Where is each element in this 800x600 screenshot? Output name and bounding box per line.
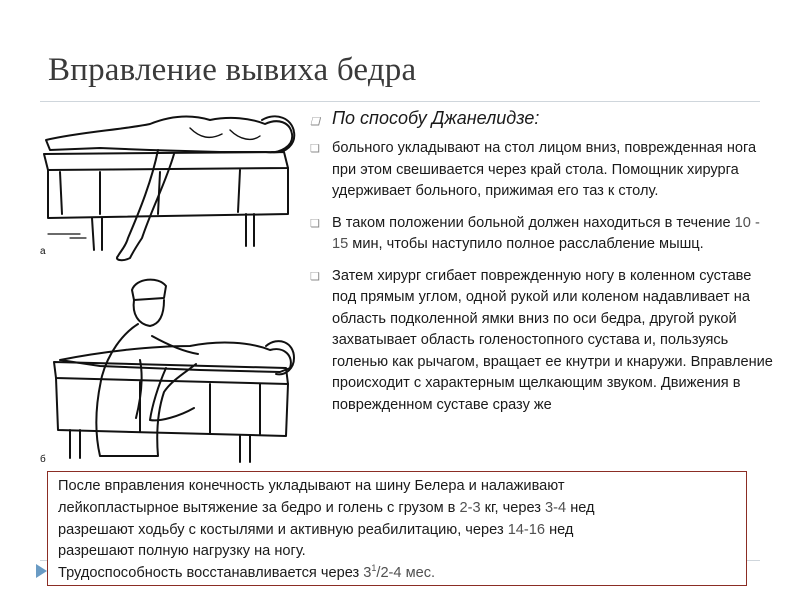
note-line: Трудоспособность восстанавливается через $3^1/2-4$ мес. xyxy=(58,563,436,582)
bullet-positioning: ❏ больного укладывают на стол лицом вниз, поврежденная нога при этом свешивается через край стола. Помощник хирурга удерживает больного, прижимая его таз к столу. xyxy=(310,140,757,199)
surgeon-body xyxy=(96,324,196,456)
bullet-method: ❏ По способу Джанелидзе: xyxy=(308,106,778,130)
note-line: разрешают полную нагрузку на ногу. xyxy=(58,543,306,560)
figure-label-a: а xyxy=(40,246,46,257)
footer-divider-right xyxy=(746,560,760,561)
bullet-reduction: ❏ Затем хирург сгибает поврежденную ногу в коленном суставе под прямым углом, одной рукой или коленом надавливает на область подколенной ямки вниз по оси бедра, другой рукой захватывает область голеностопного сустава и, пользуясь голенью как рычагом, вращает ее кнутри и кнаружи. Вправление происходит с характерным щелкающим звуком. Движения в поврежденном суставе сразу же xyxy=(310,267,773,413)
bullet-marker-icon: ❏ xyxy=(310,116,320,128)
note-line: разрешают ходьбу с костылями и активную реабилитацию, через 14-16 нед xyxy=(58,521,574,538)
figure-label-b: б xyxy=(40,454,46,465)
note-line: лейкопластырное вытяжение за бедро и голень с грузом в 2-3 кг, через 3-4 нед xyxy=(58,499,595,516)
bullet-marker-icon: ❏ xyxy=(310,143,320,155)
bullet-marker-icon: ❏ xyxy=(310,270,320,283)
patient-body-a xyxy=(46,117,292,153)
procedure-illustration xyxy=(40,110,300,470)
slide-title: Вправление вывиха бедра xyxy=(48,52,417,88)
bent-leg-b xyxy=(150,368,194,420)
aftercare-note-box xyxy=(47,471,747,586)
surgeon-head xyxy=(134,300,164,326)
title-divider xyxy=(40,101,760,102)
table-top-a xyxy=(44,152,288,170)
hanging-leg-a xyxy=(117,150,174,260)
bullet-list xyxy=(308,106,778,468)
slide-nav-arrow-icon[interactable] xyxy=(36,564,47,578)
table-legs-a xyxy=(92,214,254,250)
surgeon-cap xyxy=(132,280,166,300)
bullet-marker-icon: ❏ xyxy=(310,217,320,230)
bullet-duration: ❏ В таком положении больной должен находиться в течение 10 - 15 мин, чтобы наступило полное расслабление мышц. xyxy=(310,214,760,252)
table-cloth-b xyxy=(56,378,288,436)
note-line: После вправления конечность укладывают на шину Белера и налаживают xyxy=(58,478,565,494)
table-cloth-a xyxy=(48,168,288,218)
